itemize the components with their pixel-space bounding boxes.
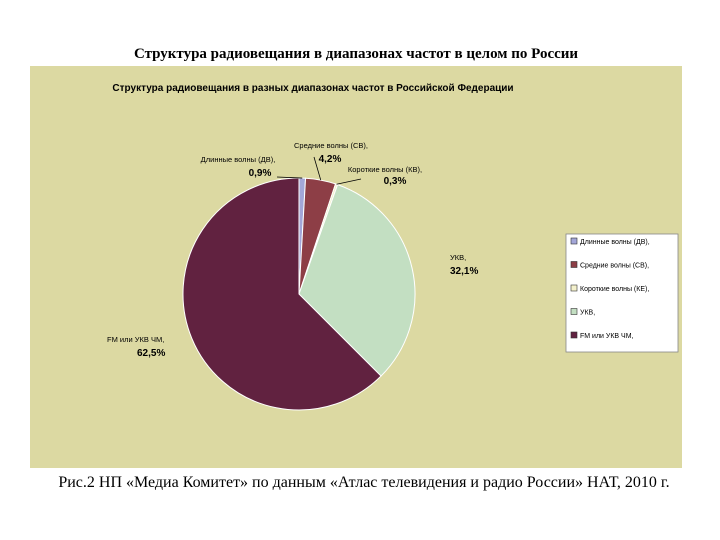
legend-swatch-2 (571, 285, 577, 291)
leader-line-0 (277, 177, 302, 178)
pie-slices (183, 178, 415, 410)
legend-swatch-4 (571, 332, 577, 338)
slice-name-label-4: FM или УКВ ЧМ, (107, 335, 165, 344)
legend-label-2: Короткие волны (КЕ), (580, 286, 650, 293)
pie-chart (30, 66, 682, 468)
slice-value-label-2: 0,3% (383, 176, 407, 187)
slice-value-label-4: 62,5% (137, 348, 166, 359)
slice-name-label-1: Средние волны (СВ), (294, 141, 368, 150)
chart-title: Структура радиовещания в разных диапазонах частот в Российской Федерации (112, 83, 514, 94)
slice-name-label-2: Короткие волны (КВ), (347, 165, 423, 174)
chart-panel (30, 66, 682, 468)
slice-value-label-0: 0,9% (248, 168, 272, 179)
legend-swatch-1 (571, 262, 577, 268)
legend-swatch-0 (571, 238, 577, 244)
slide-title: Структура радиовещания в диапазонах частот в целом по России (133, 46, 579, 62)
legend-label-1: Средние волны (СВ), (580, 262, 650, 270)
slice-value-label-1: 4,2% (318, 154, 342, 165)
legend-label-3: УКВ, (580, 309, 596, 317)
leader-line-2 (337, 179, 361, 184)
slice-value-label-3: 32,1% (450, 266, 479, 277)
slice-name-label-3: УКВ, (450, 253, 467, 262)
figure-caption: Рис.2 НП «Медиа Комитет» по данным «Атлас телевидения и радио России» НАТ, 2010 г. (58, 474, 670, 491)
legend-label-4: FM или УКВ ЧМ, (580, 333, 634, 340)
legend-label-0: Длинные волны (ДВ), (580, 239, 650, 246)
legend-swatch-3 (571, 309, 577, 315)
slice-name-label-0: Длинные волны (ДВ), (200, 155, 276, 164)
